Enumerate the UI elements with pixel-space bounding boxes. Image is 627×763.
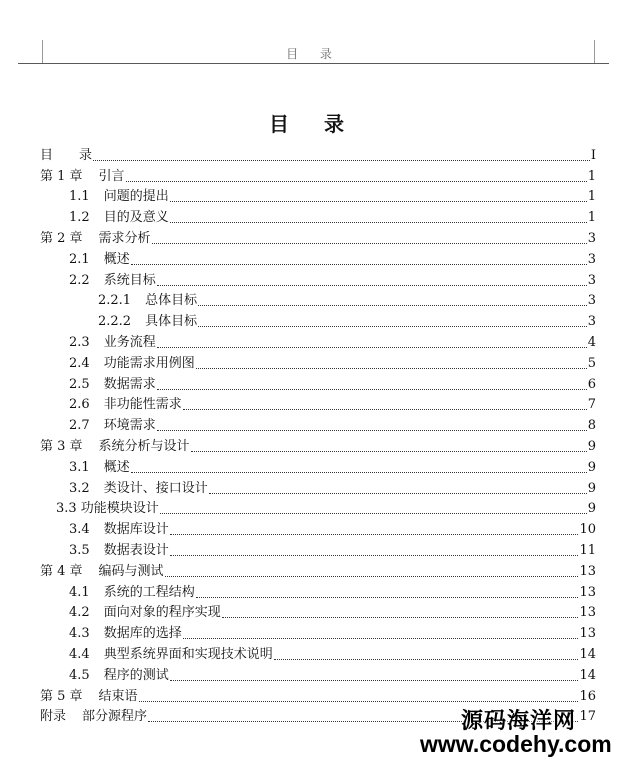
toc-entry[interactable] (40, 393, 596, 414)
toc-entry-page: 3 (587, 251, 596, 267)
toc-entry-number: 2.1 (69, 251, 90, 267)
toc-entry[interactable] (40, 330, 596, 351)
toc-dot-leader (157, 346, 587, 348)
toc-entry-title: 系统分析与设计 (98, 438, 190, 454)
toc-entry[interactable] (40, 538, 596, 559)
toc-entry-page: I (590, 147, 596, 163)
table-of-contents (40, 143, 596, 725)
toc-dot-leader (157, 284, 587, 286)
toc-dot-leader (222, 616, 579, 618)
toc-entry-number: 4.2 (69, 605, 90, 621)
toc-entry-page: 13 (579, 584, 596, 600)
toc-entry-title: 总体目标 (145, 293, 198, 309)
toc-entry-number: 目 (40, 147, 54, 163)
toc-entry[interactable] (40, 372, 596, 393)
toc-entry[interactable] (40, 517, 596, 538)
toc-dot-leader (209, 492, 587, 494)
toc-entry-page: 14 (579, 646, 596, 662)
toc-entry-number: 第 5 章 (40, 688, 83, 704)
toc-entry-label (40, 314, 197, 330)
toc-entry-label (40, 169, 125, 185)
toc-entry-page: 1 (587, 189, 596, 205)
toc-entry-number: 2.2 (69, 272, 90, 288)
toc-dot-leader (170, 679, 579, 681)
toc-entry-page: 7 (587, 397, 596, 413)
toc-entry-page: 1 (587, 210, 596, 226)
toc-dot-leader (131, 263, 587, 265)
toc-entry-label (40, 460, 130, 476)
toc-entry-number: 2.2.1 (98, 293, 132, 309)
toc-dot-leader (170, 221, 587, 223)
toc-entry-number: 4.4 (69, 646, 90, 662)
toc-entry-number: 2.4 (69, 355, 90, 371)
toc-entry-page: 3 (587, 293, 596, 309)
toc-entry-label (40, 668, 169, 684)
toc-dot-leader (191, 450, 587, 452)
running-header-title: 目 录 (286, 47, 341, 61)
toc-dot-leader (170, 554, 579, 556)
toc-dot-leader (183, 408, 587, 410)
toc-entry-label (40, 439, 190, 455)
toc-entry[interactable] (40, 621, 596, 642)
toc-entry-title: 概述 (103, 459, 130, 475)
toc-entry-page: 1 (587, 168, 596, 184)
toc-entry-label (40, 585, 195, 601)
toc-entry-label (40, 293, 197, 309)
toc-entry-title: 系统目标 (103, 272, 156, 288)
toc-entry-title: 数据表设计 (103, 542, 169, 558)
toc-entry-label (40, 397, 182, 413)
toc-entry-number: 3.3 (56, 501, 77, 517)
toc-entry-page: 9 (587, 459, 596, 475)
toc-entry[interactable] (40, 205, 596, 226)
toc-dot-leader (198, 304, 587, 306)
toc-entry-page: 13 (579, 563, 596, 579)
toc-dot-leader (196, 596, 579, 598)
toc-dot-leader (152, 242, 587, 244)
toc-entry-title: 数据需求 (103, 376, 156, 392)
toc-entry[interactable] (40, 309, 596, 330)
toc-dot-leader (157, 429, 587, 431)
toc-entry-number: 第 4 章 (40, 563, 83, 579)
toc-dot-leader (160, 512, 587, 514)
toc-entry-title: 功能模块设计 (80, 501, 159, 517)
toc-entry-page: 9 (587, 438, 596, 454)
toc-entry-title: 数据库的选择 (103, 626, 182, 642)
toc-entry[interactable] (40, 226, 596, 247)
toc-entry-label (40, 709, 147, 725)
page-title: 目 录 (269, 112, 358, 136)
toc-entry-number: 2.2.2 (98, 314, 132, 330)
toc-entry-title: 部分源程序 (82, 709, 148, 725)
toc-entry-label (40, 564, 164, 580)
toc-entry-number: 2.7 (69, 418, 90, 434)
toc-dot-leader (157, 388, 587, 390)
toc-entry[interactable] (40, 601, 596, 622)
header-rule (18, 63, 609, 64)
toc-dot-leader (196, 367, 587, 369)
toc-entry-number: 3.2 (69, 480, 90, 496)
toc-entry-title: 结束语 (98, 688, 138, 704)
toc-entry-number: 第 1 章 (40, 168, 83, 184)
toc-entry-page: 13 (579, 605, 596, 621)
toc-entry-page: 4 (587, 334, 596, 350)
toc-entry[interactable] (40, 455, 596, 476)
toc-entry-number: 第 3 章 (40, 438, 83, 454)
toc-dot-leader (126, 180, 587, 182)
toc-entry[interactable] (40, 164, 596, 185)
toc-entry-number: 4.5 (69, 667, 90, 683)
toc-entry-page: 5 (587, 355, 596, 371)
toc-dot-leader (198, 325, 587, 327)
toc-entry-title: 概述 (103, 251, 130, 267)
toc-dot-leader (165, 575, 579, 577)
toc-entry-number: 3.1 (69, 459, 90, 475)
toc-entry-page: 3 (587, 314, 596, 330)
toc-entry[interactable] (40, 185, 596, 206)
watermark-site-name: 源码海洋网 (461, 708, 577, 733)
toc-entry-label (40, 647, 273, 663)
toc-entry-label (40, 522, 169, 538)
toc-entry-label (40, 252, 130, 268)
toc-entry-page: 9 (587, 480, 596, 496)
toc-entry[interactable] (40, 580, 596, 601)
toc-entry-label (40, 231, 151, 247)
toc-entry-label (40, 335, 156, 351)
toc-entry-title: 功能需求用例图 (103, 355, 195, 371)
toc-entry-page: 13 (579, 626, 596, 642)
toc-entry[interactable] (40, 497, 596, 518)
toc-entry[interactable] (40, 143, 596, 164)
toc-entry-page: 9 (587, 501, 596, 517)
toc-entry-title: 典型系统界面和实现技术说明 (103, 646, 273, 662)
toc-entry-page: 14 (579, 667, 596, 683)
toc-entry-number: 3.4 (69, 522, 90, 538)
toc-entry[interactable] (40, 434, 596, 455)
toc-entry-title: 数据库设计 (103, 522, 169, 538)
toc-entry-label (40, 377, 156, 393)
toc-entry-label (40, 148, 92, 164)
toc-entry[interactable] (40, 476, 596, 497)
toc-entry-label (40, 356, 195, 372)
toc-entry[interactable] (40, 247, 596, 268)
toc-entry[interactable] (40, 642, 596, 663)
toc-entry-label (40, 210, 169, 226)
toc-dot-leader (93, 159, 590, 161)
toc-entry-number: 1.1 (69, 189, 90, 205)
toc-entry-page: 3 (587, 272, 596, 288)
toc-entry-title: 程序的测试 (103, 667, 169, 683)
toc-entry-label (40, 626, 182, 642)
toc-entry-number: 2.6 (69, 397, 90, 413)
toc-entry-page: 6 (587, 376, 596, 392)
toc-entry-page: 8 (587, 418, 596, 434)
toc-entry[interactable] (40, 268, 596, 289)
toc-entry[interactable] (40, 684, 596, 705)
toc-entry-label (40, 501, 159, 517)
toc-dot-leader (170, 200, 587, 202)
toc-entry-number: 附录 (40, 709, 67, 725)
toc-entry-page: 3 (587, 230, 596, 246)
toc-entry-number: 4.1 (69, 584, 90, 600)
toc-entry-label (40, 605, 221, 621)
toc-entry-label (40, 543, 169, 559)
toc-entry-title: 需求分析 (98, 230, 151, 246)
toc-entry[interactable] (40, 559, 596, 580)
toc-entry-title: 环境需求 (103, 418, 156, 434)
toc-entry[interactable] (40, 351, 596, 372)
toc-entry-page: 11 (579, 542, 596, 558)
toc-entry-number: 4.3 (69, 626, 90, 642)
toc-entry-title: 具体目标 (145, 314, 198, 330)
toc-entry-title: 业务流程 (103, 334, 156, 350)
toc-entry-title: 系统的工程结构 (103, 584, 195, 600)
toc-dot-leader (131, 471, 587, 473)
toc-entry-label (40, 418, 156, 434)
toc-entry-title: 录 (79, 147, 93, 163)
toc-entry[interactable] (40, 663, 596, 684)
toc-entry-label (40, 689, 138, 705)
toc-entry-title: 编码与测试 (98, 563, 164, 579)
toc-entry-page: 10 (579, 522, 596, 538)
toc-dot-leader (170, 533, 579, 535)
toc-entry-title: 面向对象的程序实现 (103, 605, 221, 621)
toc-entry-label (40, 189, 169, 205)
toc-entry-title: 非功能性需求 (103, 397, 182, 413)
toc-entry-label (40, 273, 156, 289)
toc-entry[interactable] (40, 289, 596, 310)
toc-dot-leader (139, 700, 579, 702)
toc-entry-number: 3.5 (69, 542, 90, 558)
toc-entry-title: 问题的提出 (103, 189, 169, 205)
toc-entry-title: 类设计、接口设计 (103, 480, 208, 496)
toc-entry[interactable] (40, 413, 596, 434)
toc-entry-number: 1.2 (69, 210, 90, 226)
toc-entry-number: 第 2 章 (40, 230, 83, 246)
toc-dot-leader (183, 637, 579, 639)
toc-entry-label (40, 481, 208, 497)
toc-entry-number: 2.5 (69, 376, 90, 392)
toc-entry-title: 引言 (98, 168, 125, 184)
toc-entry-number: 2.3 (69, 334, 90, 350)
watermark-site-url: www.codehy.com (420, 731, 612, 757)
toc-entry-title: 目的及意义 (103, 210, 169, 226)
toc-dot-leader (274, 658, 579, 660)
toc-entry-page: 16 (579, 688, 596, 704)
toc-entry-page: 17 (579, 709, 596, 725)
